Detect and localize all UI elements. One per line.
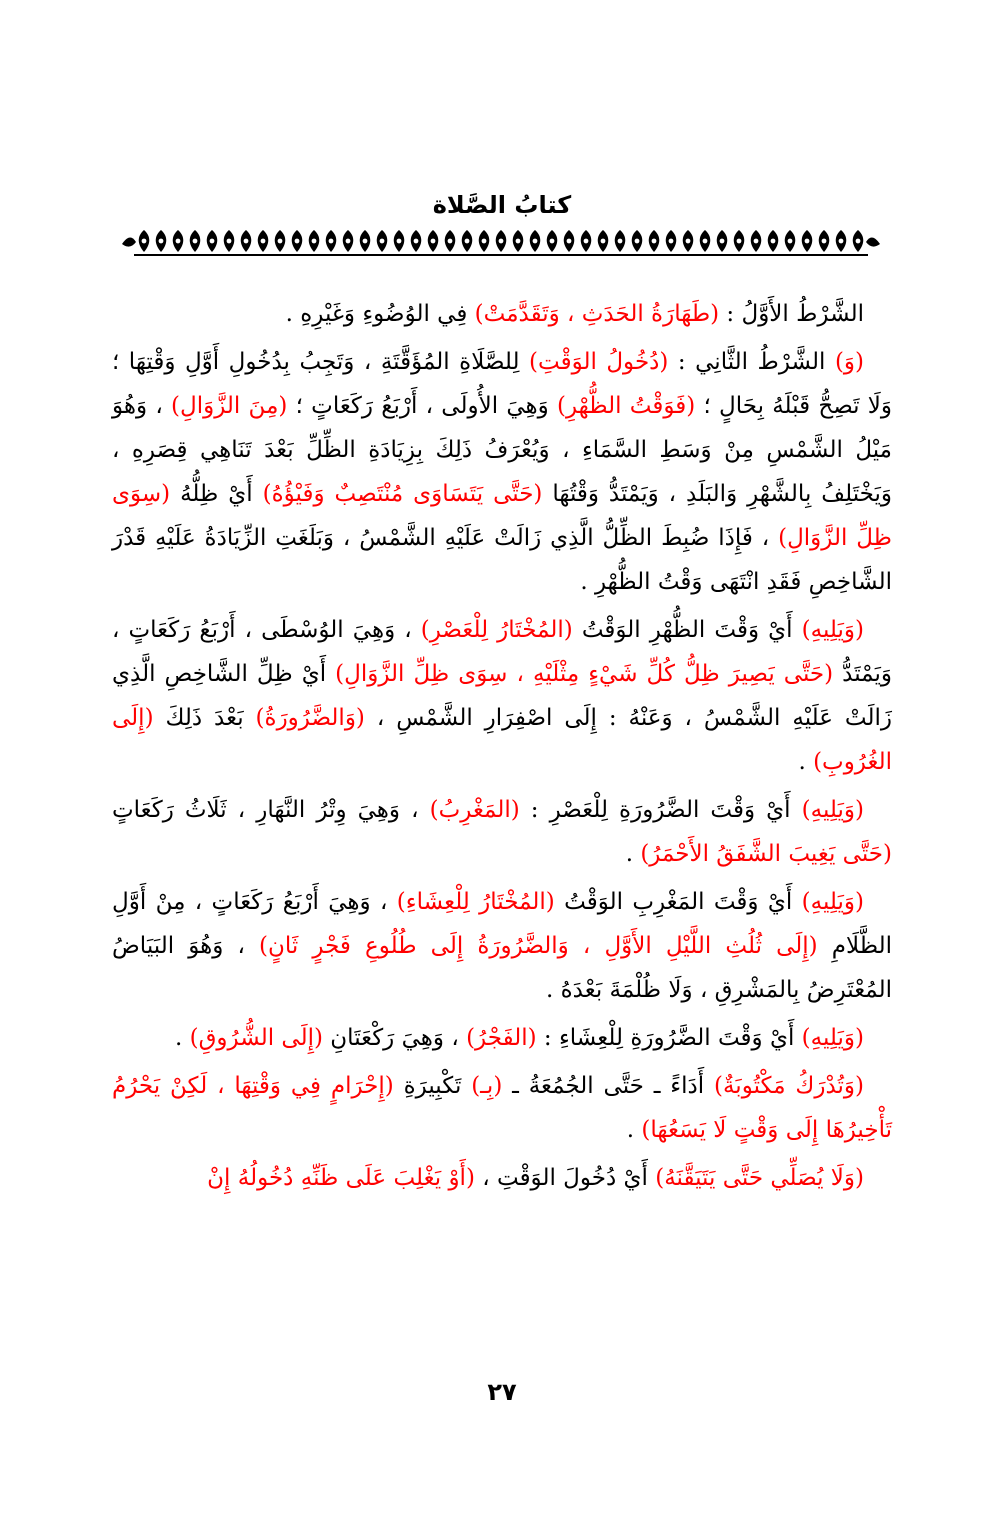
- text-segment: أَدَاءً ـ حَتَّى الجُمُعَةُ ـ: [502, 1073, 714, 1099]
- highlighted-text: (وَالضَّرُورَةُ): [255, 705, 365, 731]
- text-segment: أَيْ وَقْتَ المَغْرِبِ الوَقْتُ: [554, 889, 802, 915]
- paragraph: [112, 1156, 892, 1200]
- highlighted-text: (المَغْرِبُ): [429, 797, 520, 823]
- text-segment: .: [798, 749, 814, 775]
- text-segment: أَيْ ظِلِّ الشَّاخِصِ الَّذِي زَالَتْ عَلَيْهِ الشَّمْسُ ، وَعَنْهُ : إِلَى اصْفِرَارِ الشَّمْسِ ،: [112, 661, 892, 731]
- highlighted-text: (وَيَلِيهِ): [801, 797, 864, 823]
- highlighted-text: (إِلَى ثُلُثِ اللَّيْلِ الأَوَّلِ ، وَالضَّرُورَةُ إِلَى طُلُوعِ فَجْرٍ ثَانٍ): [259, 933, 818, 959]
- text-segment: فِي الوُضُوءِ وَغَيْرِهِ .: [285, 301, 475, 327]
- paragraph: [112, 1064, 892, 1152]
- highlighted-text: (أَوْ يَغْلِبَ عَلَى ظَنِّهِ دُخُولُهُ إِنْ: [207, 1165, 475, 1191]
- text-segment: أَيْ وَقْتَ الظُّهْرِ الوَقْتُ: [572, 617, 802, 643]
- highlighted-text: (بِـ): [471, 1073, 503, 1099]
- page-title: كتابُ الصَّلاة: [432, 191, 572, 219]
- highlighted-text: (وَيَلِيهِ): [801, 1025, 864, 1051]
- text-segment: .: [625, 841, 641, 867]
- paragraph: [112, 1016, 892, 1060]
- highlighted-text: (المُخْتَارُ لِلْعَصْرِ): [420, 617, 573, 643]
- highlighted-text: (فَوَقْتُ الظُّهْرِ): [556, 393, 696, 419]
- highlighted-text: (إِحْرَامٍ فِي وَقْتِهَا ، لَكِنْ يَحْرُمُ تَأْخِيرُهَا إِلَى وَقْتٍ لَا يَسَعُهَا): [112, 1073, 892, 1143]
- highlighted-text: (حَتَّى يَغِيبَ الشَّفَقُ الأَحْمَرُ): [640, 841, 892, 867]
- highlighted-text: (دُخُولُ الوَقْتِ): [529, 349, 669, 375]
- highlighted-text: (طَهَارَةُ الحَدَثِ ، وَتَقَدَّمَتْ): [474, 301, 720, 327]
- highlighted-text: (إِلَى الشُّرُوقِ): [189, 1025, 323, 1051]
- paragraph: [112, 788, 892, 876]
- highlighted-text: (المُخْتَارُ لِلْعِشَاءِ): [396, 889, 555, 915]
- text-segment: أَيْ وَقْتَ الضَّرُورَةِ لِلْعَصْرِ :: [519, 797, 802, 823]
- text-segment: الشَّرْطُ الأَوَّلُ :: [719, 301, 864, 327]
- text-segment: .: [626, 1117, 642, 1143]
- text-segment: .: [174, 1025, 190, 1051]
- text-segment: تَكْبِيرَةِ: [393, 1073, 472, 1099]
- text-segment: الشَّرْطُ الثَّانِي :: [668, 349, 835, 375]
- paragraph: [112, 608, 892, 784]
- highlighted-text: (الفَجْرُ): [466, 1025, 537, 1051]
- text-segment: ، فَإِذَا ضُبِطَ الظِّلُّ الَّذِي زَالَتْ عَلَيْهِ الشَّمْسُ ، وَبَلَغَتِ الزِّيَادَةُ عَلَيْهِ قَدْرَ الشَّاخِصِ فَقَدِ انْتَهَى وَقْتُ الظُّهْرِ .: [112, 525, 892, 595]
- text-segment: ، وَهِيَ الوُسْطَى ، أَرْبَعُ رَكَعَاتٍ ، وَيَمْتَدُّ: [112, 617, 892, 687]
- text-segment: أَيْ وَقْتَ الضَّرُورَةِ لِلْعِشَاءِ :: [536, 1025, 802, 1051]
- highlighted-text: (وَيَلِيهِ): [801, 889, 864, 915]
- text-segment: ، وَهُوَ مَيْلُ الشَّمْسِ مِنْ وَسَطِ السَّمَاءِ ، وَيُعْرَفُ ذَلِكَ بِزِيَادَةِ الظِّلِّ بَعْدَ تَنَاهِي قِصَرِهِ ، وَيَخْتَلِفُ بِالشَّهْرِ وَالبَلَدِ ، وَيَمْتَدُّ وَقْتُهَا: [112, 393, 893, 507]
- text-segment: لِلصَّلَاةِ المُؤَقَّتَةِ ، وَتَجِبُ بِدُخُولِ أَوَّلِ وَقْتِهَا ؛ وَلَا تَصِحُّ قَبْلَهُ بِحَالٍ ؛: [112, 349, 893, 419]
- text-segment: ، وَهِيَ رَكْعَتَانِ: [322, 1025, 467, 1051]
- text-segment: وَهِيَ الأُولَى ، أَرْبَعُ رَكَعَاتٍ ؛: [287, 393, 557, 419]
- highlighted-text: (حَتَّى يَصِيرَ ظِلُّ كُلِّ شَيْءٍ مِثْلَيْهِ ، سِوَى ظِلِّ الزَّوَالِ): [335, 661, 834, 687]
- ornamental-border: [120, 228, 882, 258]
- page-number: ٢٧: [487, 1378, 517, 1406]
- text-segment: ، وَهُوَ البَيَاضُ المُعْتَرِضُ بِالمَشْرِقِ ، وَلَا ظُلْمَةَ بَعْدَهُ .: [112, 933, 892, 1003]
- highlighted-text: (حَتَّى يَتَسَاوَى مُنْتَصِبٌ وَفَيْؤُهُ): [262, 481, 543, 507]
- highlighted-text: (مِنَ الزَّوَالِ): [171, 393, 288, 419]
- text-segment: بَعْدَ ذَلِكَ: [153, 705, 256, 731]
- text-segment: ، وَهِيَ أَرْبَعُ رَكَعَاتٍ ، مِنْ أَوَّلِ الظَّلَامِ: [112, 889, 892, 959]
- highlighted-text: (إِلَى الغُرُوبِ): [112, 705, 892, 775]
- highlighted-text: (وَتُدْرَكُ مَكْتُوبَةٌ): [713, 1073, 864, 1099]
- text-segment: أَيْ دُخُولَ الوَقْتِ ،: [474, 1165, 656, 1191]
- text-segment: ، وَهِيَ وِتْرُ النَّهَارِ ، ثَلَاثُ رَكَعَاتٍ: [112, 797, 430, 823]
- paragraph: [112, 340, 892, 604]
- highlighted-text: (سِوَى ظِلِّ الزَّوَالِ): [112, 481, 892, 551]
- paragraph: [112, 292, 892, 336]
- paragraph: [112, 880, 892, 1012]
- highlighted-text: (وَ): [834, 349, 864, 375]
- highlighted-text: (وَلَا يُصَلِّي حَتَّى يَتَيَقَّنَهُ): [655, 1165, 864, 1191]
- text-segment: أَيْ ظِلُّهُ: [170, 481, 263, 507]
- ornament-pattern-icon: [120, 228, 882, 258]
- highlighted-text: (وَيَلِيهِ): [801, 617, 864, 643]
- main-text: [112, 292, 892, 1204]
